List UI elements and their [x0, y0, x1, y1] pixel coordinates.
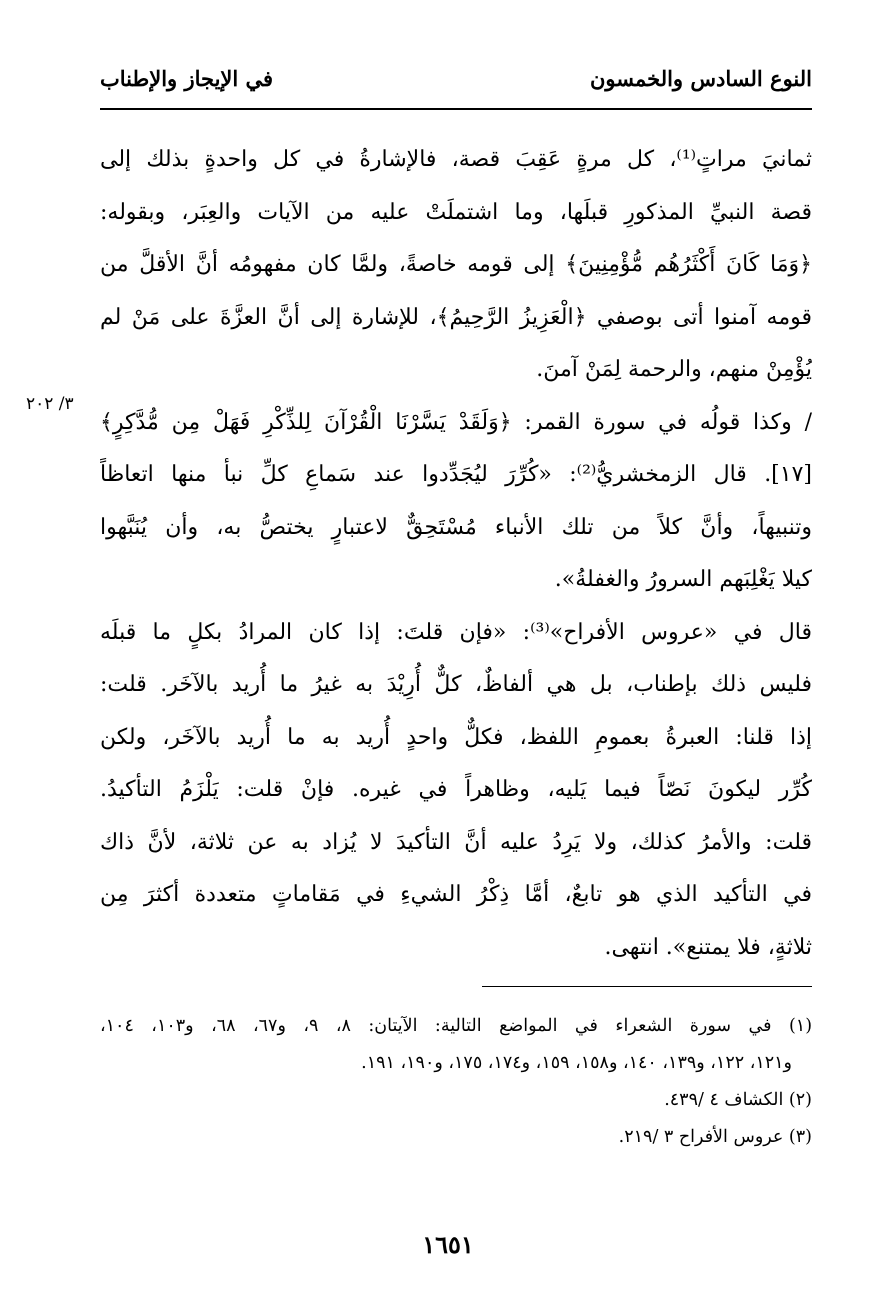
footnote-divider — [482, 986, 812, 987]
text-line: فليس ذلك بإطناب، بل هي ألفاظٌ، كلٌّ أُرِيْدَ به غيرُ ما أُريد بالآخَر. قلت: — [100, 672, 812, 697]
page-number: ١٦٥١ — [422, 1230, 474, 1259]
text-line: إذا قلنا: العبرةُ بعمومِ اللفظ، فكلٌّ واحدٍ أُريد به ما أُريد بالآخَر، ولكن — [100, 724, 812, 750]
text-line: قومه آمنوا أتى بوصفي ﴿الْعَزِيزُ الرَّحِيمُ﴾، للإشارة إلى أنَّ العزَّةَ على مَنْ لم — [100, 304, 812, 330]
text-line: قصة النبيِّ المذكورِ قبلَها، وما اشتملَتْ عليه من الآيات والعِبَر، وبقوله: — [100, 199, 812, 225]
main-text — [100, 134, 812, 974]
footnote-1-continuation: و١٢١، ١٢٢، و١٣٩، ١٤٠، و١٥٨، ١٥٩، و١٧٤، ١٧٥، و١٩٠، ١٩١. — [361, 1053, 792, 1073]
text-line: ﴿وَمَا كَانَ أَكْثَرُهُم مُّؤْمِنِينَ﴾ إلى قومه خاصةً، ولمَّا كان مفهومُه أنَّ الأقلَّ من — [100, 252, 812, 277]
footnotes — [100, 1008, 812, 1156]
text-line: كيلا يَغْلِبَهم السرورُ والغفلةُ». — [554, 567, 812, 592]
text-line: في التأكيد الذي هو تابعٌ، أمَّا ذِكْرُ الشيءِ في مَقاماتٍ متعددة أكثرَ مِن — [100, 882, 812, 907]
text-line: / وكذا قولُه في سورة القمر: ﴿وَلَقَدْ يَسَّرْنَا الْقُرْآنَ لِلذِّكْرِ فَهَلْ مِن مُّدَّكِرٍ﴾ — [100, 409, 812, 435]
header-divider — [100, 108, 812, 110]
text-line: يُؤْمِنْ منهم، والرحمة لِمَنْ آمنَ. — [536, 357, 812, 382]
text-line: [١٧]. قال الزمخشريُّ⁽²⁾: «كُرِّرَ ليُجَدِّدوا عند سَماعِ كلِّ نبأ منها اتعاظاً — [100, 462, 812, 487]
chapter-title: النوع السادس والخمسون — [590, 66, 812, 91]
text-line: ثمانيَ مراتٍ⁽¹⁾، كل مرةٍ عَقِبَ قصة، فالإشارةُ في كل واحدةٍ بذلك إلى — [100, 147, 812, 172]
text-line: ثلاثةٍ، فلا يمتنع». انتهى. — [604, 934, 812, 960]
text-line: قلت: والأمرُ كذلك، ولا يَرِدُ عليه أنَّ التأكيدَ لا يُزاد به عن ثلاثة، لأنَّ ذاك — [100, 829, 812, 855]
footnote-3: (٣) عروس الأفراح ٣ /٢١٩. — [618, 1127, 812, 1147]
section-title: في الإيجاز والإطناب — [100, 66, 274, 91]
footnote-2: (٢) الكشاف ٤ /٤٣٩. — [664, 1090, 812, 1110]
text-line: كُرِّر ليكونَ نَصّاً فيما يَليه، وظاهراً في غيره. فإنْ قلت: يَلْزَمُ التأكيدُ. — [100, 777, 812, 802]
text-line: قال في «عروس الأفراح»⁽³⁾: «فإن قلتَ: إذا كان المرادُ بكلٍ ما قبلَه — [100, 619, 812, 645]
running-header — [100, 66, 812, 102]
volume-page-reference: ٣/ ٢٠٢ — [26, 394, 74, 414]
text-line: وتنبيهاً، وأنَّ كلاً من تلك الأنباء مُسْتَحِقٌّ لاعتبارٍ يختصُّ به، وأن يُنَبَّهوا — [100, 514, 812, 540]
footnote-1: (١) في سورة الشعراء في المواضع التالية: الآيتان: ٨، ٩، و٦٧، ٦٨، و١٠٣، ١٠٤، — [100, 1016, 812, 1036]
